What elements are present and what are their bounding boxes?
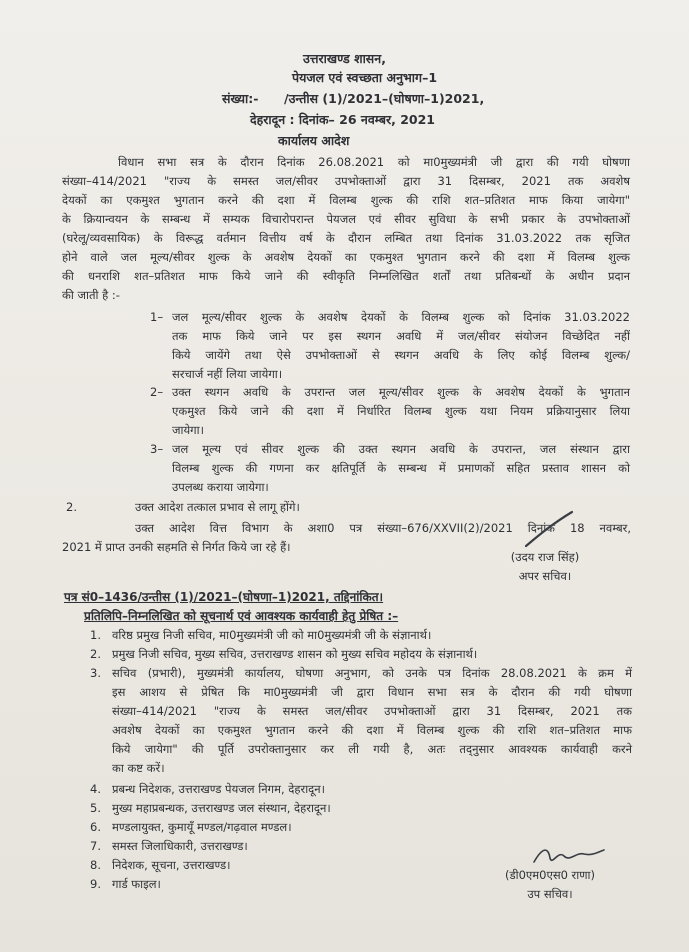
recipient-line: मुख्य महाप्रबन्धक, उत्तराखण्ड जल संस्थान, देहरादून। bbox=[112, 801, 331, 815]
condition-line: उपलब्ध कराया जायेगा। bbox=[172, 480, 269, 494]
condition-number: 1– bbox=[150, 310, 164, 324]
paragraph-2-text: उक्त आदेश तत्काल प्रभाव से लागू होंगे। bbox=[135, 500, 300, 514]
place-date: देहरादून : दिनांक– 26 नवम्बर, 2021 bbox=[250, 112, 435, 127]
concurrence-line: उक्त आदेश वित्त विभाग के अशा0 पत्र संख्या–676/XXVII(2)/2021 दिनांक 18 नवम्बर, bbox=[135, 521, 631, 535]
order-title: कार्यालय आदेश bbox=[278, 133, 350, 148]
condition-number: 2– bbox=[150, 385, 164, 399]
number-value: /उन्तीस (1)/2021–(घोषणा–1)2021, bbox=[284, 91, 485, 106]
signatory-title: अपर सचिव। bbox=[518, 569, 572, 583]
intro-line: की धनराशि शत–प्रतिशत माफ किये जाने की स्वीकृति निम्नलिखित शर्तों तथा प्रतिबन्धों के अधीन प्रदान bbox=[62, 269, 630, 283]
condition-line: जल मूल्य एवं सीवर शुल्क की उक्त स्थगन अवधि के उपरान्त, जल संस्थान द्वारा bbox=[172, 442, 630, 456]
intro-line: संख्या–414/2021 "राज्य के समस्त जल/सीवर उपभोक्ताओं द्वारा 31 दिसम्बर, 2021 तक अवशेष bbox=[62, 174, 630, 188]
condition-line: उक्त स्थगन अवधि के उपरान्त जल मूल्य/सीवर शुल्क के अवशेष देयकों के भुगतान bbox=[172, 385, 630, 399]
intro-line: देयकों का एकमुश्त भुगतान करने की दशा में विलम्ब शुल्क की राशि शत–प्रतिशत माफ किया जायेगा" bbox=[62, 193, 630, 207]
signature-mark bbox=[520, 508, 580, 550]
concurrence-line: 2021 में प्राप्त उनकी सहमति से निर्गत किये जा रहे हैं। bbox=[62, 540, 291, 554]
recipient-line: संख्या–414/2021 "राज्य के समस्त जल/सीवर उपभोक्ताओं द्वारा 31 दिसम्बर, 2021 तक bbox=[112, 704, 632, 718]
recipient-line: प्रबन्ध निदेशक, उत्तराखण्ड पेयजल निगम, देहरादून। bbox=[112, 782, 326, 796]
condition-line: जायेगा। bbox=[172, 423, 204, 437]
recipient-line: मण्डलायुक्त, कुमायूँ मण्डल/गढ़वाल मण्डल। bbox=[112, 820, 292, 834]
recipient-number: 6. bbox=[90, 820, 101, 834]
department-name: पेयजल एवं स्वच्छता अनुभाग–1 bbox=[291, 70, 438, 85]
recipient-line: प्रमुख निजी सचिव, मुख्य सचिव, उत्तराखण्ड शासन को मुख्य सचिव महोदय के संज्ञानार्थ। bbox=[112, 647, 478, 661]
intro-line: की जाती है :- bbox=[62, 288, 120, 302]
recipient-line: वरिष्ठ प्रमुख निजी सचिव, मा0मुख्यमंत्री जी को मा0मुख्यमंत्री जी के संज्ञानार्थ। bbox=[112, 628, 432, 642]
recipient-line: निदेशक, सूचना, उत्तराखण्ड। bbox=[112, 858, 231, 872]
intro-line: विधान सभा सत्र के दौरान दिनांक 26.08.2021 को मा0मुख्यमंत्री जी द्वारा की गयी घोषणा bbox=[118, 155, 630, 169]
recipient-number: 9. bbox=[90, 877, 101, 891]
recipient-number: 7. bbox=[90, 839, 101, 853]
number-label: संख्या:- bbox=[222, 91, 259, 106]
condition-line: विलम्ब शुल्क की गणना कर क्षतिपूर्ति के सम्बन्ध में प्रमाणकों सहित प्रस्ताव शासन को bbox=[172, 461, 630, 475]
intro-line: (घरेलू/व्यवसायिक) के विरूद्ध वर्तमान वित्तीय वर्ष के दौरान लम्बित तथा दिनांक 31.03.2022 तक सृजित bbox=[62, 231, 630, 245]
recipient-number: 1. bbox=[90, 628, 101, 642]
paragraph-number: 2. bbox=[66, 500, 77, 514]
deputy-signatory-name: (डी0एम0एस0 राणा) bbox=[504, 868, 596, 882]
signatory-name: (उदय राज सिंह) bbox=[510, 550, 580, 564]
condition-line: किये जायेंगे तथा ऐसे उपभोक्ताओं से स्थगन अवधि के लिए कोई विलम्ब शुल्क/ bbox=[172, 348, 630, 362]
recipient-line: इस आशय से प्रेषित कि मा0मुख्यमंत्री जी द्वारा विधान सभा सत्र के दौरान की गयी घोषणा bbox=[112, 685, 632, 699]
condition-line: जल मूल्य/सीवर शुल्क के अवशेष देयकों के विलम्ब शुल्क को दिनांक 31.03.2022 bbox=[172, 310, 630, 324]
condition-line: सरचार्ज नहीं लिया जायेगा। bbox=[172, 367, 283, 381]
condition-line: एकमुश्त किये जाने की दशा में निर्धारित विलम्ब शुल्क यथा नियम प्रक्रियानुसार लिया bbox=[172, 404, 630, 418]
recipient-line: किये जायेगा" की पूर्ति उपरोक्तानुसार कर ली गयी है, अतः तद्नुसार आवश्यक कार्यवाही करने bbox=[112, 742, 632, 756]
recipient-line: का कष्ट करें। bbox=[112, 761, 165, 775]
recipient-number: 4. bbox=[90, 782, 101, 796]
recipient-line: सचिव (प्रभारी), मुख्यमंत्री कार्यालय, घोषणा अनुभाग, को उनके पत्र दिनांक 28.08.2021 के क्रम में bbox=[112, 666, 632, 680]
government-name: उत्तराखण्ड शासन, bbox=[303, 51, 386, 66]
recipient-number: 8. bbox=[90, 858, 101, 872]
copy-reference: पत्र सं0–1436/उन्तीस (1)/2021–(घोषणा–1)2021, तद्दिनांकित। bbox=[64, 590, 384, 604]
recipient-line: समस्त जिलाधिकारी, उत्तराखण्ड। bbox=[112, 839, 248, 853]
recipient-number: 5. bbox=[90, 801, 101, 815]
condition-line: तक माफ किये जाने पर इस स्थगन अवधि में जल/सीवर संयोजन विच्छेदित नहीं bbox=[172, 329, 630, 343]
recipient-number: 2. bbox=[90, 647, 101, 661]
intro-line: होने वाले जल मूल्य/सीवर शुल्क के अवशेष देयकों का एकमुश्त भुगतान करने की दशा में विलम्ब शुल्क bbox=[62, 250, 630, 264]
condition-number: 3– bbox=[150, 442, 164, 456]
recipient-line: गार्ड फाइल। bbox=[112, 877, 161, 891]
deputy-signatory-title: उप सचिव। bbox=[527, 887, 573, 901]
recipient-line: अवशेष देयकों का एकमुश्त भुगतान करने की दशा में विलम्ब शुल्क की राशि शत–प्रतिशत माफ bbox=[112, 723, 632, 737]
recipient-number: 3. bbox=[90, 666, 101, 680]
intro-line: के क्रियान्वयन के सम्बन्ध में सम्यक विचारोपरान्त पेयजल एवं सीवर सुविधा के सभी प्रकार के उपभोक्ताओं bbox=[62, 212, 630, 226]
copy-heading: प्रतिलिपि–निम्नलिखित को सूचनार्थ एवं आवश्यक कार्यवाही हेतु प्रेषित :– bbox=[84, 609, 399, 623]
